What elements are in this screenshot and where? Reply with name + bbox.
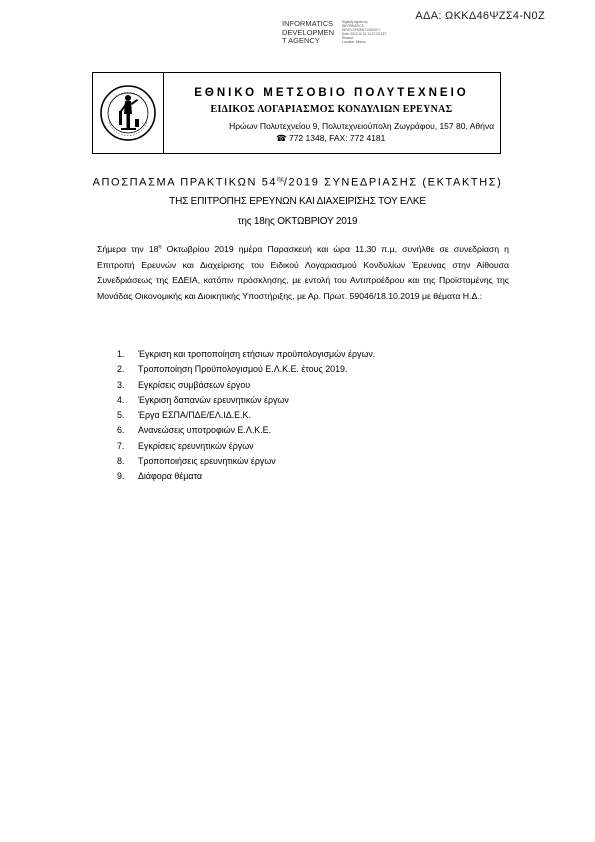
- phone-fax: 772 1348, FAX: 772 4181: [288, 133, 386, 143]
- agenda-item: [117, 380, 375, 395]
- phone-icon: ☎: [276, 133, 287, 143]
- document-subtitle: ΤΗΣ ΕΠΙΤΡΟΠΗΣ ΕΡΕΥΝΩΝ ΚΑΙ ΔΙΑΧΕΙΡΙΣΗΣ ΤΟΥ ΕΛΚΕ: [169, 196, 426, 207]
- institution-name: ΕΘΝΙΚΟ ΜΕΤΣΟΒΙΟ ΠΟΛΥΤΕΧΝΕΙΟ: [194, 87, 469, 99]
- logo-container: [93, 73, 164, 153]
- phone-line: [276, 133, 385, 144]
- agenda-item: [117, 395, 375, 410]
- agenda-text: Διάφορα θέματα: [138, 471, 203, 482]
- intro-paragraph: [97, 242, 509, 304]
- stamp-detail: Date: 2019.10.31 10:57:52 EET: [342, 32, 387, 36]
- stamp-detail: Reason:: [342, 36, 354, 40]
- signature-stamp-details: [342, 20, 402, 44]
- agenda-item: [117, 441, 375, 456]
- agenda-item: [117, 364, 375, 379]
- agenda-text: Τροποποίηση Προϋπολογισμού Ε.Λ.Κ.Ε. έτους 2019.: [138, 364, 348, 375]
- agenda-item: [117, 425, 375, 440]
- agenda-item: [117, 410, 375, 425]
- agenda-number: 5.: [117, 410, 125, 421]
- stamp-detail: Location: Athens: [342, 40, 366, 44]
- document-title: [0, 176, 595, 189]
- agenda-number: 7.: [117, 440, 125, 451]
- title-ordinal-suffix: ης: [277, 176, 284, 183]
- title-part: /2019 ΣΥΝΕΔΡΙΑΣΗΣ (ΕΚΤΑΚΤΗΣ): [283, 176, 503, 189]
- stamp-line: T AGENCY: [282, 36, 320, 45]
- stamp-detail: DEVELOPMENT AGENCY: [342, 28, 381, 32]
- stamp-detail: INFORMATICS: [342, 24, 364, 28]
- title-part: ΑΠΟΣΠΑΣΜΑ ΠΡΑΚΤΙΚΩΝ 54: [92, 176, 278, 189]
- agenda-text: Εγκρίσεις συμβάσεων έργου: [138, 379, 251, 390]
- agenda-text: Έγκριση και τροποποίηση ετήσιων προϋπολογισμών έργων.: [138, 349, 376, 359]
- agenda-number: 6.: [117, 425, 125, 436]
- stamp-line: DEVELOPMEN: [282, 27, 335, 37]
- address: Ηρώων Πολυτεχνείου 9, Πολυτεχνειούπολη Ζωγράφου, 157 80, Αθήνα: [229, 121, 494, 131]
- agenda-text: Τροποποιήσεις ερευνητικών έργων: [138, 456, 276, 467]
- agenda-text: Έργα ΕΣΠΑ/ΠΔΕ/ΕΛ.ΙΔ.Ε.Κ.: [138, 410, 251, 421]
- date-ordinal-suffix: η: [158, 244, 162, 251]
- agenda-number: 9.: [117, 471, 125, 482]
- letterhead: [92, 72, 501, 154]
- signature-stamp: [282, 20, 334, 46]
- stamp-detail: Digitally signed by: [342, 20, 368, 24]
- ntua-seal-icon: [99, 84, 157, 142]
- agenda-item: [117, 456, 375, 471]
- agenda-item: [117, 471, 375, 486]
- para-part: Σήμερα την 18: [97, 244, 159, 254]
- para-part: Οκτωβρίου 2019 ημέρα Παρασκευή και ώρα 11.30 π.μ, συνήλθε σε συνεδρίαση η Επιτροπή Ερευνών και Διαχείρισης του Ειδικού Λογαριασμού Κονδυλίων Έρευνας στην Αίθουσα Συνεδριάσεως της ΕΔΕΙΑ, κατόπιν πρόσκλησης, με εντολή του Αντιπροέδρου και της Προϊσταμένης της Μονάδας Οικονομικής και Διοικητικής Υποστήριξης, με Αρ. Πρωτ. 59046/18.10.2019 με θέματα Η.Δ.:: [97, 244, 509, 301]
- agenda-text: Έγκριση δαπανών ερευνητικών έργων: [138, 394, 289, 405]
- agenda-item: [117, 349, 375, 364]
- ada-code: ΑΔΑ: ΩΚΚΔ46ΨΖΣ4-Ν0Ζ: [415, 10, 545, 22]
- agenda-text: Εγκρίσεις ερευνητικών έργων: [138, 440, 254, 451]
- department-name: ΕΙΔΙΚΟΣ ΛΟΓΑΡΙΑΣΜΟΣ ΚΟΝΔΥΛΙΩΝ ΕΡΕΥΝΑΣ: [210, 104, 453, 115]
- document-date: της 18ης ΟΚΤΩΒΡΙΟΥ 2019: [237, 216, 358, 227]
- agenda-number: 4.: [117, 394, 125, 405]
- agenda-number: 1.: [117, 349, 125, 359]
- agenda-number: 8.: [117, 456, 125, 467]
- agenda-list: [117, 349, 375, 487]
- stamp-line: INFORMATICS: [282, 19, 334, 28]
- agenda-number: 3.: [117, 379, 125, 390]
- agenda-number: 2.: [117, 364, 125, 375]
- agenda-text: Ανανεώσεις υποτροφιών Ε.Λ.Κ.Ε.: [138, 425, 272, 436]
